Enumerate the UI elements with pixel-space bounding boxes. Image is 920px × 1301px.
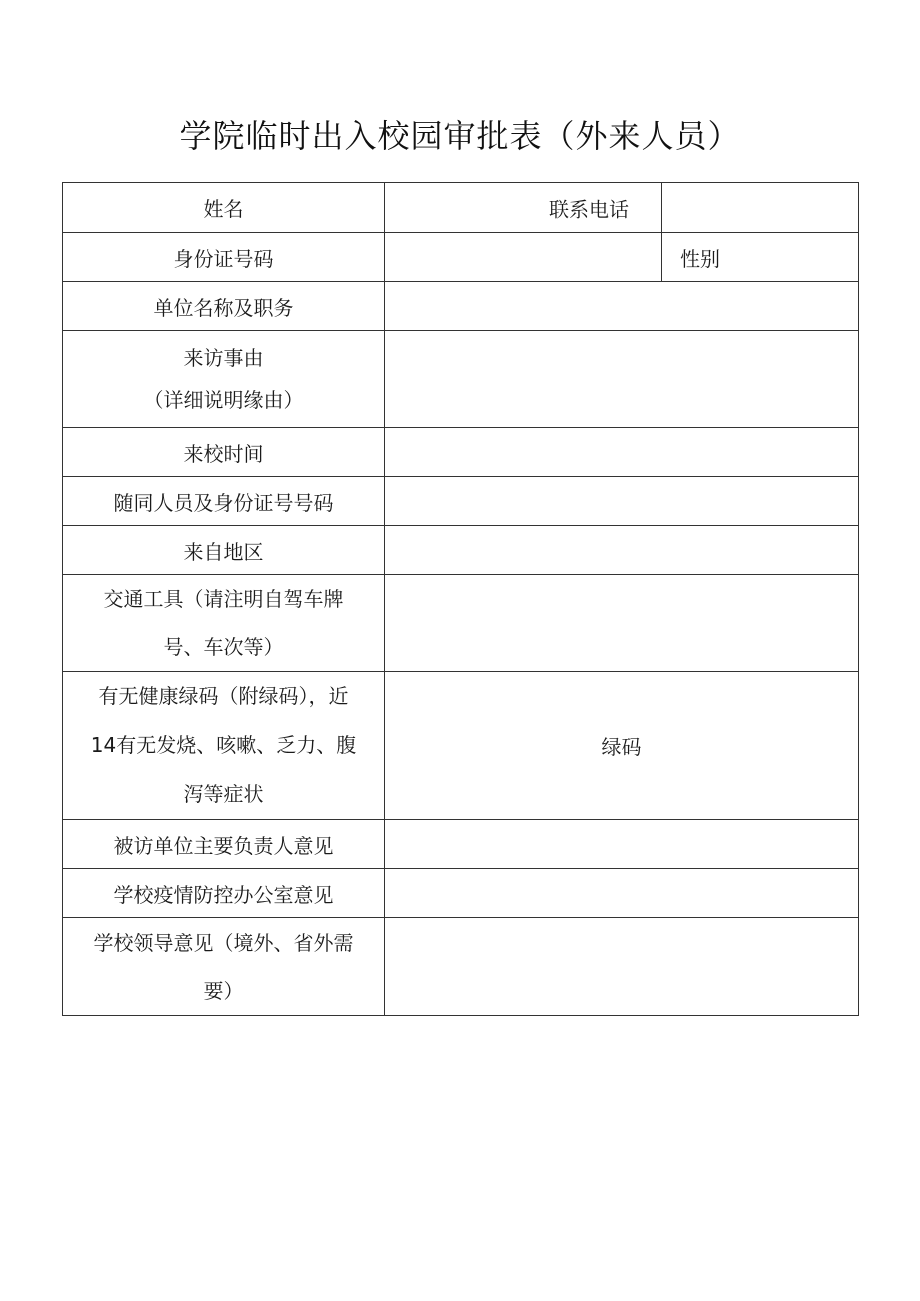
- health-code-field[interactable]: [385, 672, 859, 820]
- time-label: 来校时间: [63, 428, 385, 477]
- health-label-line2: 14有无发烧、咳嗽、乏力、腹: [90, 733, 357, 757]
- health-label: [63, 672, 385, 820]
- region-label: 来自地区: [63, 526, 385, 575]
- time-field[interactable]: [385, 428, 859, 477]
- row-host-opinion: [63, 820, 859, 869]
- epidemic-office-label: 学校疫情防控办公室意见: [63, 869, 385, 918]
- row-reason: [63, 331, 859, 428]
- unit-field[interactable]: [385, 282, 859, 331]
- leader-opinion-label: [63, 918, 385, 1016]
- health-label-line1: 有无健康绿码（附绿码），近: [98, 684, 349, 708]
- row-companions: [63, 477, 859, 526]
- health-label-line3: 泻等症状: [183, 782, 264, 806]
- reason-label: [63, 331, 385, 428]
- row-epidemic-office: [63, 869, 859, 918]
- row-region: [63, 526, 859, 575]
- reason-field[interactable]: [385, 331, 859, 428]
- leader-opinion-field[interactable]: [385, 918, 859, 1016]
- row-unit: [63, 282, 859, 331]
- companions-field[interactable]: [385, 477, 859, 526]
- id-number-label: 身份证号码: [63, 233, 385, 282]
- id-number-field[interactable]: [385, 233, 662, 282]
- reason-label-line1: 来访事由: [183, 346, 264, 370]
- phone-field[interactable]: [662, 183, 859, 233]
- transport-label-line2: 号、车次等）: [163, 635, 284, 659]
- row-leader-opinion: [63, 918, 859, 1016]
- transport-label: [63, 575, 385, 672]
- transport-field[interactable]: [385, 575, 859, 672]
- page-title: 学院临时出入校园审批表（外来人员）: [179, 117, 741, 155]
- row-id-gender: [63, 233, 859, 282]
- name-field[interactable]: [385, 183, 662, 233]
- row-time: [63, 428, 859, 477]
- transport-label-line1: 交通工具（请注明自驾车牌: [103, 587, 344, 611]
- health-code-value: 绿码: [601, 735, 642, 759]
- unit-label: 单位名称及职务: [63, 282, 385, 331]
- gender-label: 性别: [662, 233, 859, 282]
- epidemic-office-field[interactable]: [385, 869, 859, 918]
- host-opinion-label: 被访单位主要负责人意见: [63, 820, 385, 869]
- leader-opinion-label-line2: 要）: [203, 978, 244, 1003]
- leader-opinion-label-line1: 学校领导意见（境外、省外需: [93, 930, 354, 955]
- region-field[interactable]: [385, 526, 859, 575]
- row-health: [63, 672, 859, 820]
- name-label: 姓名: [63, 183, 385, 233]
- row-name-phone: [63, 183, 859, 233]
- phone-label: 联系电话: [549, 197, 629, 221]
- reason-label-line2: （详细说明缘由）: [143, 388, 304, 412]
- host-opinion-field[interactable]: [385, 820, 859, 869]
- row-transport: [63, 575, 859, 672]
- companions-label: 随同人员及身份证号号码: [63, 477, 385, 526]
- approval-form-table: [62, 182, 859, 1016]
